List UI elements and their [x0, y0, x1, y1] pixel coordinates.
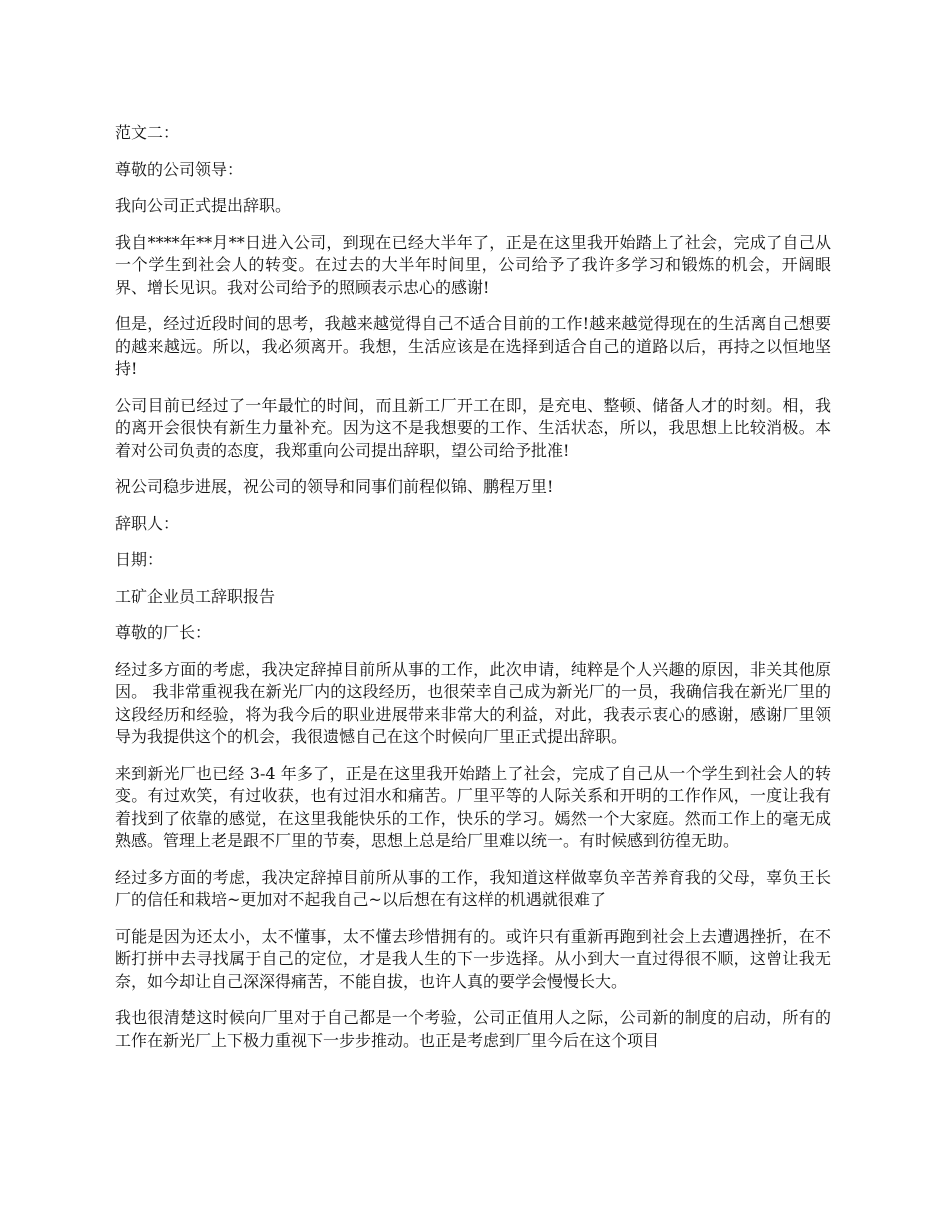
body-paragraph: 经过多方面的考虑，我决定辞掉目前所从事的工作，此次申请，纯粹是个人兴趣的原因，非关其他原因。 我非常重视我在新光厂内的这段经历，也很荣幸自己成为新光厂的一员，我确信我在新光厂里的这段经历和经验，将为我今后的职业进展带来非常大的利益，对此，我表示衷心的感谢，感谢厂里领导为我提供这个的机会，我很遗憾自己在这个时候向厂里正式提出辞职。: [115, 659, 831, 746]
section-heading: 范文二：: [115, 123, 180, 142]
body-paragraph: 我向公司正式提出辞职。: [115, 196, 292, 215]
section-heading: 工矿企业员工辞职报告: [115, 586, 276, 606]
closing-wish: 祝公司稳步进展，祝公司的领导和同事们前程似锦、鹏程万里!: [115, 477, 554, 496]
body-paragraph: 但是，经过近段时间的思考，我越来越觉得自己不适合目前的工作!越来越觉得现在的生活离自己想要的越来越远。所以，我必须离开。我想，生活应该是在选择到适合自己的道路以后，再持之以恒地坚持!: [115, 314, 831, 378]
body-paragraph: 我自****年**月**日进入公司，到现在已经大半年了，正是在这里我开始踏上了社会，完成了自己从一个学生到社会人的转变。在过去的大半年时间里，公司给予了我许多学习和锻炼的机会，开阔眼界、增长见识。我对公司给予的照顾表示忠心的感谢!: [115, 232, 831, 297]
date-line: 日期：: [115, 550, 164, 569]
body-paragraph: 可能是因为还太小，太不懂事，太不懂去珍惜拥有的。或许只有重新再跑到社会上去遭遇挫折，在不断打拼中去寻找属于自己的定位，才是我人生的下一步选择。从小到大一直过得很不顺，这曾让我无奈，如今却让自己深深得痛苦，不能自拔，也许人真的要学会慢慢长大。: [115, 926, 831, 991]
body-paragraph: 来到新光厂也已经 3-4 年多了，正是在这里我开始踏上了社会，完成了自己从一个学生到社会人的转变。有过欢笑，有过收获，也有过泪水和痛苦。厂里平等的人际关系和开明的工作作风，一度让我有着找到了依靠的感觉，在这里我能快乐的工作，快乐的学习。嫣然一个大家庭。然而工作上的毫无成熟感。管理上老是跟不厂里的节奏，思想上总是给厂里难以统一。有时候感到彷徨无助。: [115, 763, 831, 850]
salutation: 尊敬的公司领导：: [115, 159, 244, 179]
salutation: 尊敬的厂长：: [115, 623, 212, 642]
body-paragraph: 公司目前已经过了一年最忙的时间，而且新工厂开工在即，是充电、整顿、储备人才的时刻。相，我的离开会很快有新生力量补充。因为这不是我想要的工作、生活状态，所以，我思想上比较消极。本着对公司负责的态度，我郑重向公司提出辞职，望公司给予批准!: [115, 395, 831, 460]
signature-line: 辞职人：: [115, 513, 180, 533]
body-paragraph: 经过多方面的考虑，我决定辞掉目前所从事的工作，我知道这样做辜负辛苦养育我的父母，辜负王长厂的信任和栽培~更加对不起我自己~以后想在有这样的机遇就很难了: [115, 867, 831, 909]
document-body: [115, 122, 831, 1066]
body-paragraph: 我也很清楚这时候向厂里对于自己都是一个考验，公司正值用人之际，公司新的制度的启动，所有的工作在新光厂上下极力重视下一步步推动。也正是考虑到厂里今后在这个项目: [115, 1008, 831, 1050]
